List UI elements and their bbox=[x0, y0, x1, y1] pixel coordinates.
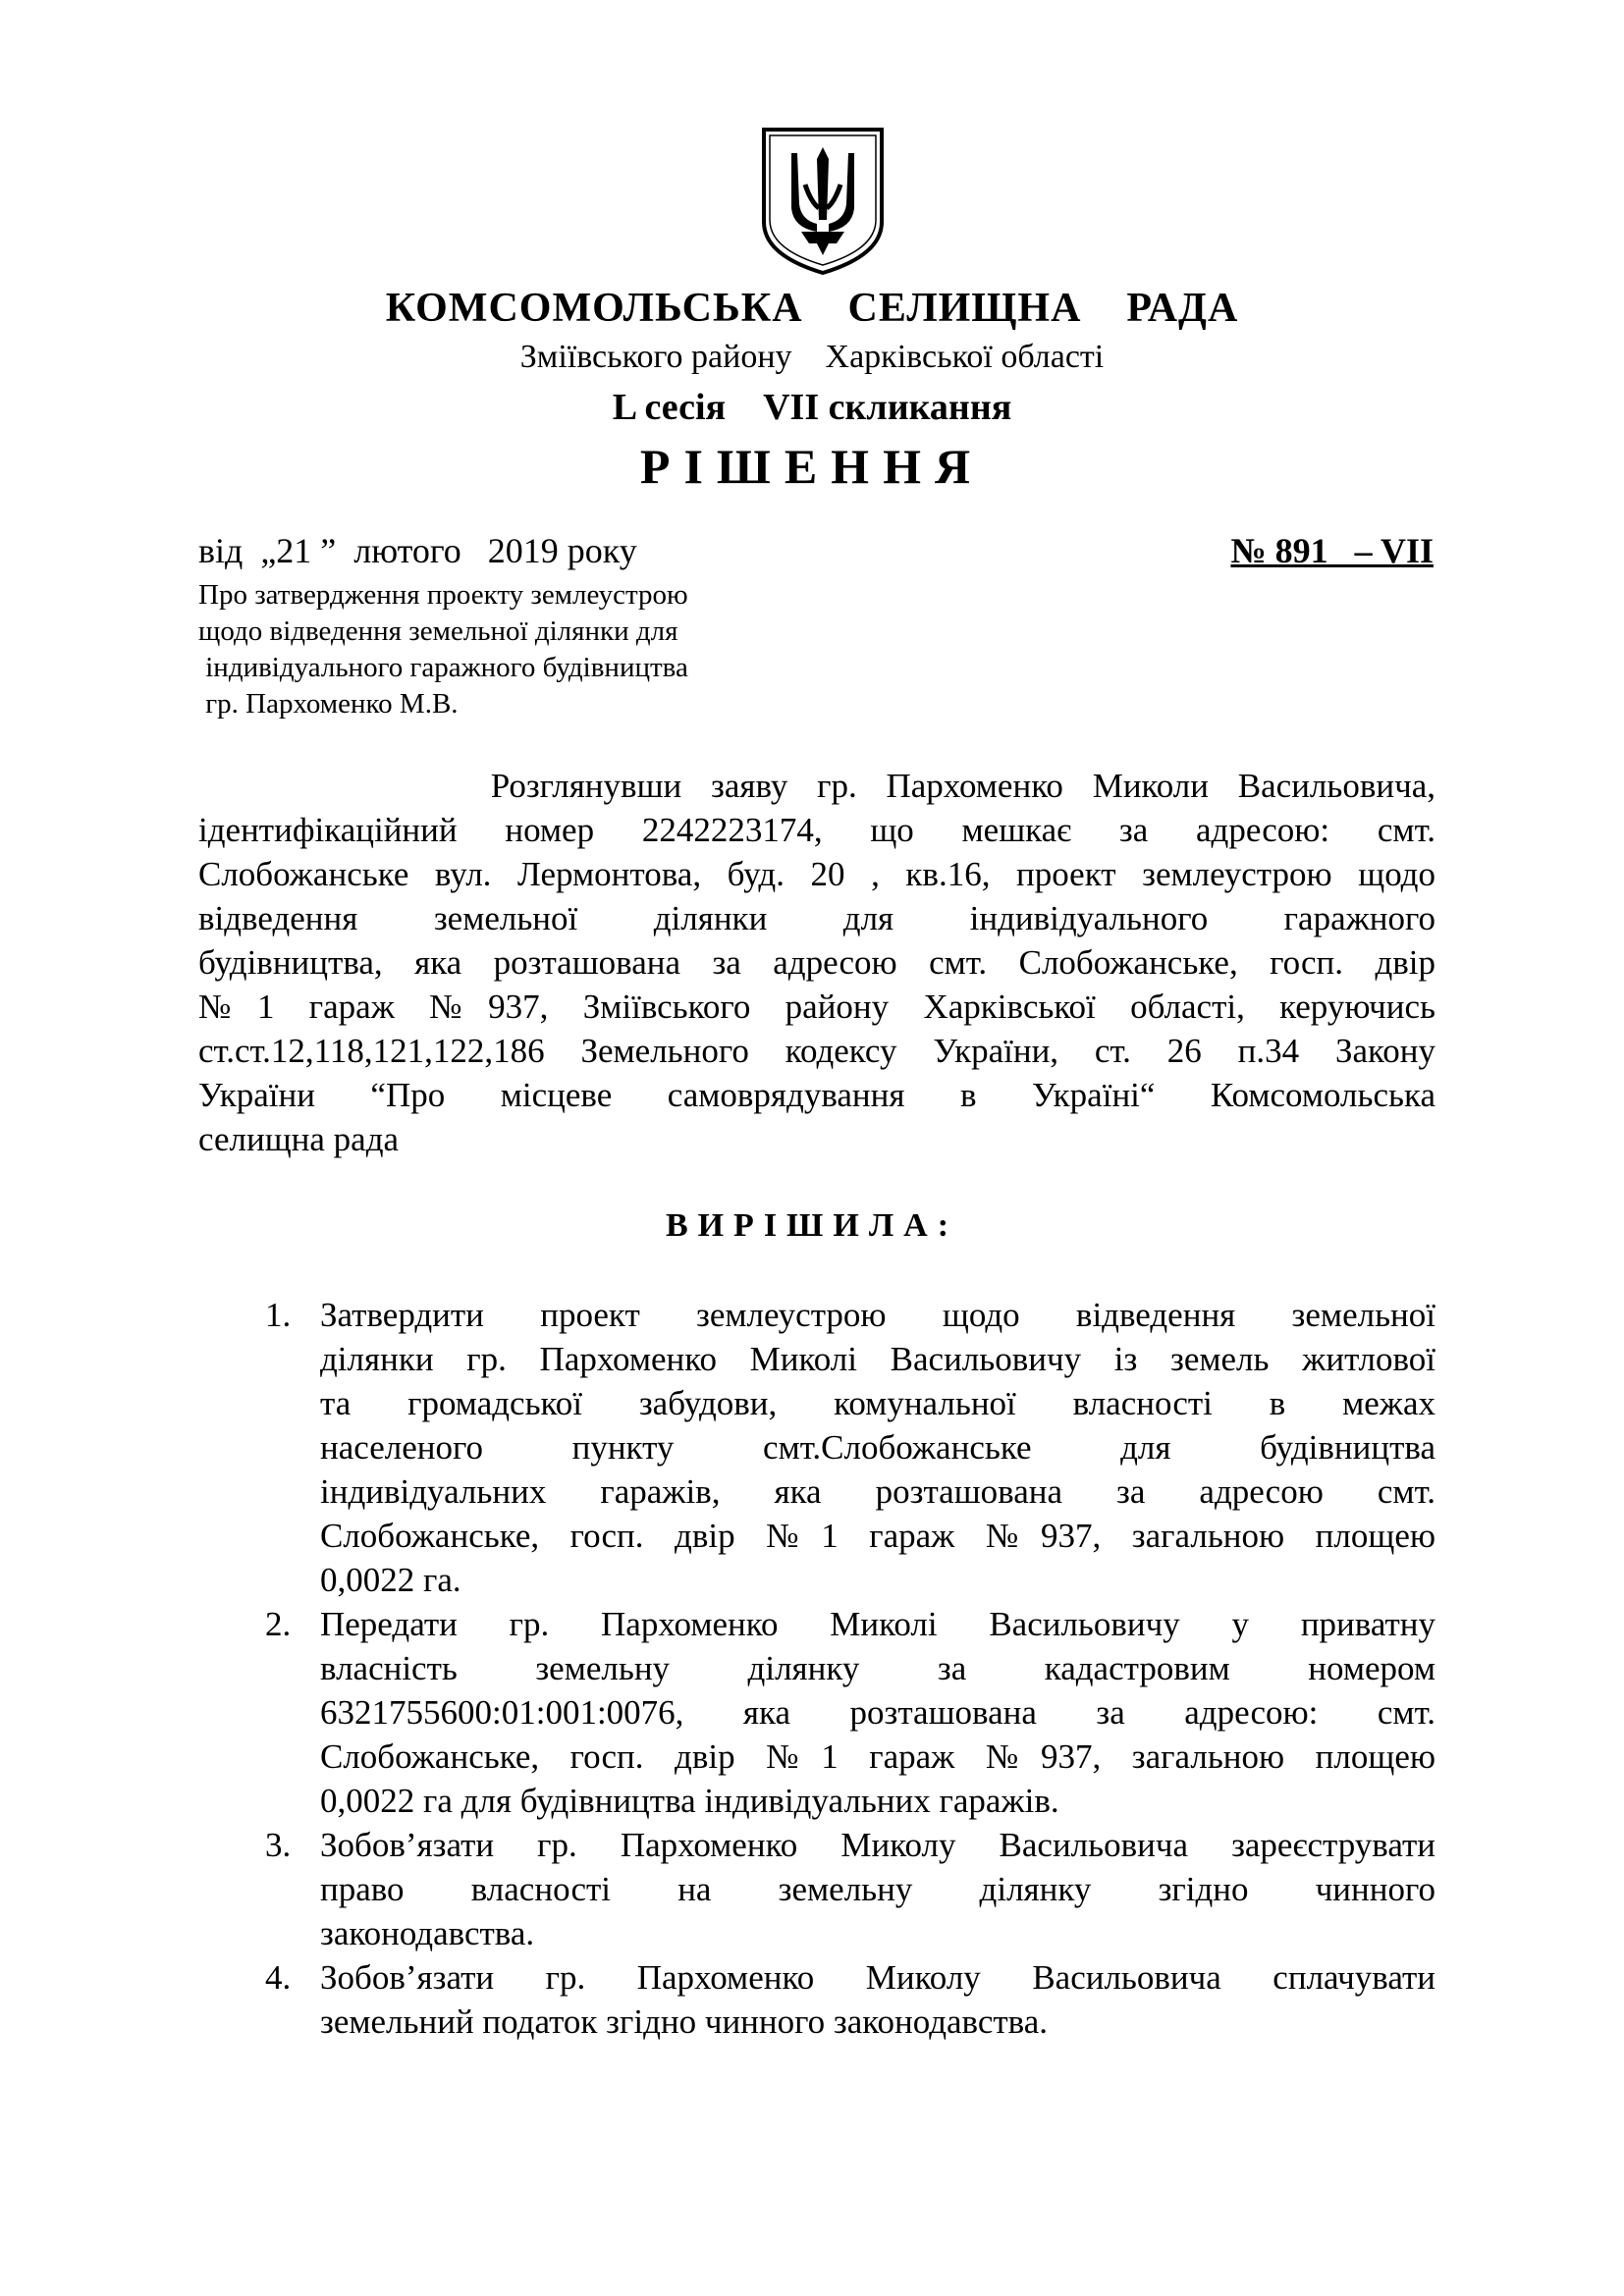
item-line: населеного пункту смт.Слобожанське для будівництва bbox=[320, 1428, 1435, 1467]
item-line: та громадської забудови, комунальної власності в межах bbox=[320, 1384, 1435, 1422]
decision-number: № 891 – VII bbox=[1230, 531, 1434, 570]
document-title: РІШЕННЯ bbox=[639, 439, 985, 494]
preamble-line: Розглянувши заяву гр. Пархоменко Миколи Васильовича, bbox=[198, 767, 1435, 805]
item-line: законодавства. bbox=[320, 1914, 535, 1952]
item-line: індивідуальних гаражів, яка розташована за адресою смт. bbox=[320, 1472, 1435, 1511]
ukraine-trident-icon bbox=[758, 126, 888, 275]
item-line: земельний податок згідно чинного законодавства. bbox=[320, 2002, 1049, 2041]
item-line: 0,0022 га для будівництва індивідуальних гаражів. bbox=[320, 1782, 1059, 1820]
decision-subject bbox=[198, 577, 827, 722]
preamble-line: ідентифікаційний номер 2242223174, що мешкає за адресою: смт. bbox=[198, 811, 1435, 849]
preamble-line: Слобожанське вул. Лермонтова, буд. 20 , кв.16, проект землеустрою щодо bbox=[198, 855, 1435, 893]
subject-line: щодо відведення земельної ділянки для bbox=[198, 615, 678, 647]
preamble-line: будівництва, яка розташована за адресою смт. Слобожанське, госп. двір bbox=[198, 943, 1435, 982]
council-name: КОМСОМОЛЬСЬКА СЕЛИЩНА РАДА bbox=[385, 286, 1239, 331]
subject-line: гр. Пархоменко М.В. bbox=[198, 688, 459, 720]
preamble-line: відведення земельної ділянки для індивідуального гаражного bbox=[198, 899, 1435, 937]
item-line: Слобожанське, госп. двір №1 гараж №937, загальною площею bbox=[320, 1737, 1435, 1776]
preamble-paragraph bbox=[198, 764, 1435, 1161]
item-line: Зобов’язати гр. Пархоменко Миколу Васильовича сплачувати bbox=[320, 1958, 1435, 1997]
resolution-item bbox=[265, 1293, 1435, 1602]
item-number: 3. bbox=[265, 1826, 292, 1864]
item-line: Передати гр. Пархоменко Миколі Васильовичу у приватну bbox=[320, 1605, 1435, 1643]
subject-line: Про затвердження проекту землеустрою bbox=[198, 579, 688, 611]
subject-line: індивідуального гаражного будівництва bbox=[198, 652, 688, 683]
session-convocation: L сесія VII скликання bbox=[612, 387, 1012, 428]
item-line: 6321755600:01:001:0076, яка розташована за адресою: смт. bbox=[320, 1693, 1435, 1732]
resolution-item bbox=[265, 1602, 1435, 1823]
resolved-heading: ВИРІШИЛА: bbox=[665, 1207, 959, 1244]
preamble-line: ст.ст.12,118,121,122,186 Земельного кодексу України, ст. 26 п.34 Закону bbox=[198, 1032, 1435, 1070]
item-line: Зобов’язати гр. Пархоменко Миколу Васильовича зареєструвати bbox=[320, 1826, 1435, 1864]
resolution-list bbox=[265, 1293, 1435, 2044]
district-region: Зміївського району Харківської області bbox=[519, 339, 1105, 375]
item-line: 0,0022 га. bbox=[320, 1561, 461, 1599]
preamble-line: селищна рада bbox=[198, 1120, 400, 1158]
decision-date: від „21 ” лютого 2019 року bbox=[198, 531, 637, 570]
item-line: Затвердити проект землеустрою щодо відведення земельної bbox=[320, 1296, 1435, 1334]
preamble-line: №1 гараж №937, Зміївського району Харківської області, керуючись bbox=[198, 988, 1435, 1026]
item-line: власність земельну ділянку за кадастровим номером bbox=[320, 1649, 1435, 1687]
preamble-line: України “Про місцеве самоврядування в Україні“ Комсомольська bbox=[198, 1076, 1435, 1114]
item-line: ділянки гр. Пархоменко Миколі Васильовичу із земель житлової bbox=[320, 1340, 1435, 1378]
item-line: право власності на земельну ділянку згідно чинного bbox=[320, 1870, 1435, 1908]
item-number: 4. bbox=[265, 1958, 292, 1997]
resolution-item bbox=[265, 1955, 1435, 2044]
resolution-item bbox=[265, 1823, 1435, 1955]
item-line: Слобожанське, госп. двір №1 гараж №937, загальною площею bbox=[320, 1517, 1435, 1555]
item-number: 2. bbox=[265, 1605, 292, 1643]
item-number: 1. bbox=[265, 1296, 292, 1334]
